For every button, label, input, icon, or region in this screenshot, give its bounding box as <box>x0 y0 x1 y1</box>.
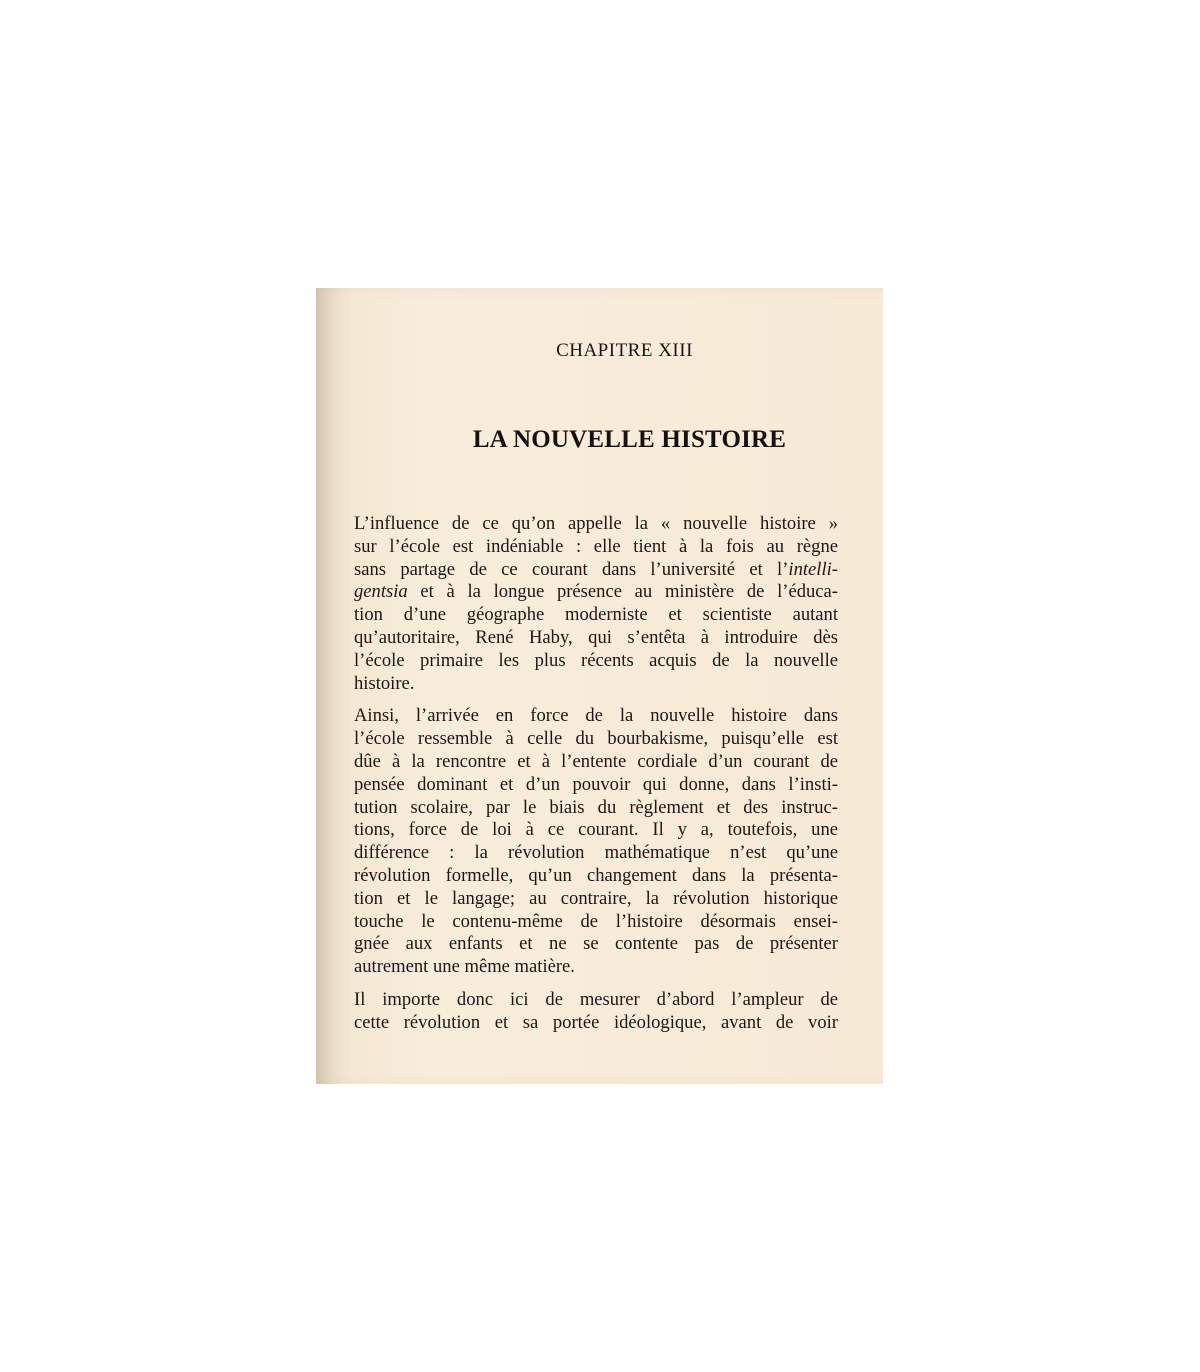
text-line: L’influence de ce qu’on appelle la « nouvelle histoire » <box>354 513 838 534</box>
text-line: l’école primaire les plus récents acquis de la nouvelle <box>354 649 838 671</box>
text-line: touche le contenu-même de l’histoire désormais ensei- <box>354 910 838 932</box>
chapter-title: LA NOUVELLE HISTOIRE <box>472 426 787 453</box>
text-line: différence : la révolution mathématique n’est qu’une <box>354 842 838 864</box>
text-line: sur l’école est indéniable : elle tient à la fois au règne <box>354 535 838 557</box>
text-line: tions, force de loi à ce courant. Il y a, toutefois, une <box>354 819 838 841</box>
text-line: tution scolaire, par le biais du règlement et des instruc- <box>354 796 838 818</box>
text-line: dûe à la rencontre et à l’entente cordiale d’un courant de <box>354 750 838 772</box>
text-line: gnée aux enfants et ne se contente pas de présenter <box>354 933 838 955</box>
body-text <box>354 513 838 1045</box>
paragraph-3 <box>354 989 838 1035</box>
book-page <box>316 288 883 1084</box>
text-line: l’école ressemble à celle du bourbakisme, puisqu’elle est <box>354 728 838 750</box>
paragraph-2 <box>354 705 838 979</box>
text-line: cette révolution et sa portée idéologique, avant de voir <box>354 1011 838 1033</box>
text-line: autrement une même matière. <box>354 956 575 978</box>
text-line: tion d’une géographe moderniste et scientiste autant <box>354 604 838 626</box>
chapter-heading: CHAPITRE XIII <box>556 340 693 361</box>
text-line: histoire. <box>354 672 415 694</box>
text-line: révolution formelle, qu’un changement dans la présenta- <box>354 864 838 886</box>
text-line: gentsia et à la longue présence au ministère de l’éduca- <box>354 581 838 603</box>
paragraph-1 <box>354 513 838 695</box>
text-line: pensée dominant et d’un pouvoir qui donne, dans l’insti- <box>354 773 838 795</box>
text-line: qu’autoritaire, René Haby, qui s’entêta à introduire dès <box>354 626 838 648</box>
text-line: sans partage de ce courant dans l’université et l’intelli- <box>354 558 838 580</box>
text-line: Il importe donc ici de mesurer d’abord l’ampleur de <box>354 988 838 1010</box>
text-line: tion et le langage; au contraire, la révolution historique <box>354 887 838 909</box>
text-line: Ainsi, l’arrivée en force de la nouvelle histoire dans <box>354 705 838 727</box>
